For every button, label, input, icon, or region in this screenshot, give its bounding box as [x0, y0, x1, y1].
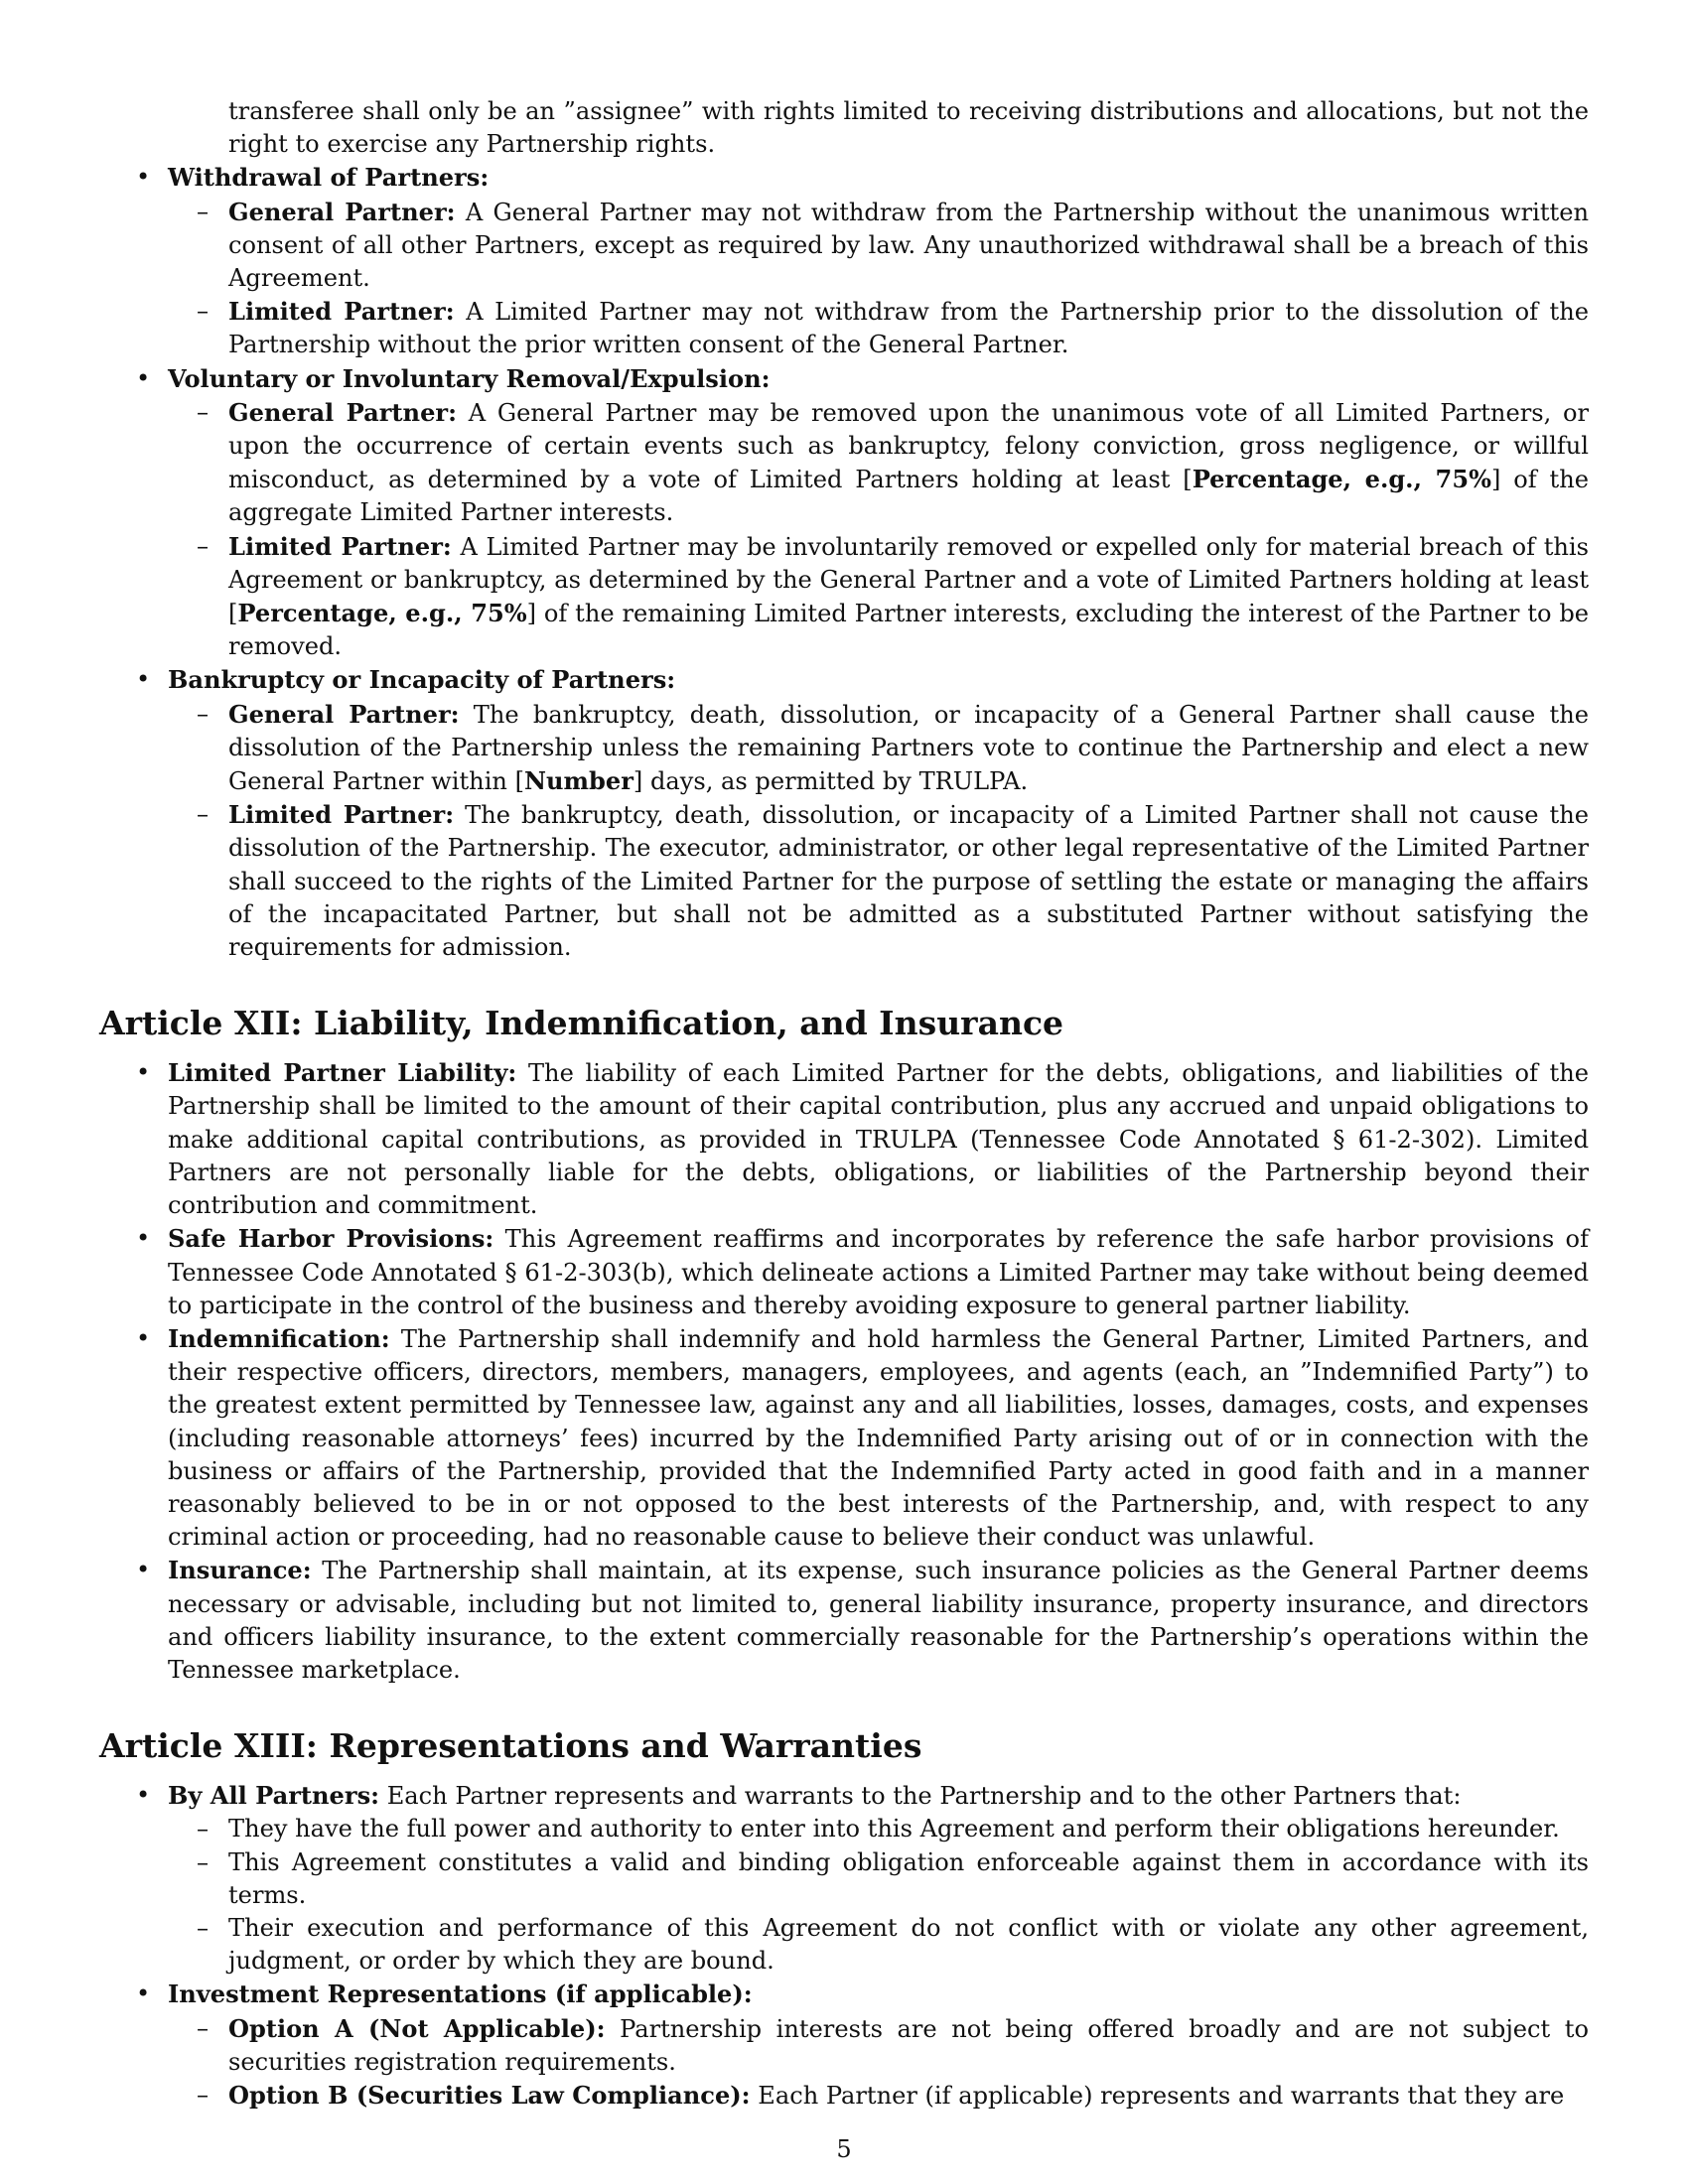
sub-item-text: Partnership interests are not being offered broadly and are not subject to securities registration requirements.: [228, 2014, 1589, 2076]
placeholder-percentage: Percentage, e.g., 75%: [1192, 465, 1491, 494]
sub-item-label: Option A (Not Applicable):: [228, 2013, 606, 2043]
dash-icon: –: [197, 397, 210, 426]
bullet-icon: •: [136, 665, 151, 694]
sub-item-removal-gp: [99, 396, 1589, 530]
bullet-icon: •: [136, 1058, 151, 1087]
dash-icon: –: [197, 297, 210, 326]
sub-item-text: A General Partner may be removed upon the unanimous vote of all Limited Partners, or upon the occurrence of certain events such as bankruptcy, felony conviction, gross negligence, or willful misconduct, as determined by a vote of Limited Partners holding at least [: [228, 398, 1589, 494]
dash-icon: –: [197, 531, 210, 560]
dash-icon: –: [197, 1847, 210, 1876]
item-label: Safe Harbor Provisions:: [168, 1224, 494, 1254]
sub-item-text: A General Partner may not withdraw from the Partnership without the unanimous written consent of all other Partners, except as required by law. Any unauthorized withdrawal shall be a breach of this Agreement.: [228, 198, 1589, 293]
sub-item-label: Option B (Securities Law Compliance):: [228, 2080, 751, 2110]
list-item: [99, 1056, 1589, 1222]
placeholder-percentage: Percentage, e.g., 75%: [237, 599, 527, 628]
dash-icon: –: [197, 699, 210, 728]
item-text: Each Partner represents and warrants to the Partnership and to the other Partners that:: [386, 1782, 1462, 1811]
bullet-icon: •: [136, 1323, 151, 1352]
page-number: 5: [836, 2135, 852, 2163]
list-item-by-all-partners: [99, 1779, 1589, 1813]
sub-item-text: Their execution and performance of this Agreement do not conflict with or violate any other agreement, judgment, or order by which they are bound.: [228, 1913, 1589, 1976]
sub-item-label: General Partner:: [228, 699, 460, 729]
item-label: By All Partners:: [168, 1781, 380, 1811]
sub-item-option-b: [99, 2079, 1589, 2113]
item-label: Withdrawal of Partners:: [168, 163, 490, 193]
sub-item-bankruptcy-lp: [99, 798, 1589, 964]
list-item-withdrawal: [99, 161, 1589, 195]
article-13-heading: Article XIII: Representations and Warranties: [99, 1726, 922, 1766]
dash-icon: –: [197, 2013, 210, 2042]
article-12-heading: Article XII: Liability, Indemnification, and Insurance: [99, 1004, 1064, 1043]
item-text: The Partnership shall indemnify and hold harmless the General Partner, Limited Partners, and their respective officers, directors, members, managers, employees, and agents (each, an ”Indemnified Party”) to the greatest extent permitted by Tennessee law, against any and all liabilities, losses, damages, costs, and expenses (including reasonable attorneys’ fees) incurred by the Indemnified Party arising out of or in connection with the business or affairs of the Partnership, provided that the Indemnified Party acted in good faith and in a manner reasonably believed to be in or not opposed to the best interests of the Partnership, and, with respect to any criminal action or proceeding, had no reasonable cause to believe their conduct was unlawful.: [168, 1324, 1589, 1552]
sub-item-withdrawal-lp: [99, 295, 1589, 361]
item-text: The Partnership shall maintain, at its expense, such insurance policies as the General Partner deems necessary or advisable, including but not limited to, general liability insurance, property insurance, and directors and officers liability insurance, to the extent commercially reasonable for the Partnership’s operations within the Tennessee marketplace.: [168, 1557, 1589, 1684]
sub-item-label: Limited Partner:: [228, 800, 455, 830]
list-item: [99, 1322, 1589, 1554]
list-item-removal: [99, 362, 1589, 396]
item-label: Limited Partner Liability:: [168, 1058, 517, 1088]
sub-item: [99, 1846, 1589, 1912]
sub-item-text: A Limited Partner may not withdraw from the Partnership prior to the dissolution of the Partnership without the prior written consent of the General Partner.: [228, 298, 1589, 359]
dash-icon: –: [197, 1815, 210, 1843]
sub-item-removal-lp: [99, 530, 1589, 664]
item-label: Voluntary or Involuntary Removal/Expulsion:: [168, 363, 771, 393]
continuation-text: transferee shall only be an ”assignee” with rights limited to receiving distributions and allocations, but not the right to exercise any Partnership rights.: [228, 97, 1589, 159]
sub-item-text: Each Partner (if applicable) represents and warrants that they are: [758, 2081, 1565, 2110]
item-text: The liability of each Limited Partner for the debts, obligations, and liabilities of the Partnership shall be limited to the amount of their capital contribution, plus any accrued and unpaid obligations to make additional capital contributions, as provided in TRULPA (Tennessee Code Annotated § 61-2-302). Limited Partners are not personally liable for the debts, obligations, or liabilities of the Partnership beyond their contribution and commitment.: [168, 1059, 1589, 1220]
item-label: Insurance:: [168, 1556, 312, 1585]
bullet-icon: •: [136, 1979, 151, 2008]
bullet-icon: •: [136, 1224, 151, 1253]
bullet-icon: •: [136, 1781, 151, 1810]
bullet-icon: •: [136, 363, 151, 392]
sub-item-bankruptcy-gp: [99, 698, 1589, 799]
sub-item-text: The bankruptcy, death, dissolution, or incapacity of a General Partner shall cause the dissolution of the Partnership unless the remaining Partners vote to continue the Partnership and elect a new General Partner within [: [228, 700, 1589, 796]
sub-item-label: General Partner:: [228, 197, 456, 226]
item-text: This Agreement reaffirms and incorporates by reference the safe harbor provisions of Tennessee Code Annotated § 61-2-303(b), which delineate actions a Limited Partner may take without being deemed to participate in the control of the business and thereby avoiding exposure to general partner liability.: [168, 1225, 1589, 1319]
sub-item-label: General Partner:: [228, 397, 457, 427]
sub-item-text: The bankruptcy, death, dissolution, or incapacity of a Limited Partner shall not cause the dissolution of the Partnership. The executor, administrator, or other legal representative of the Limited Partner shall succeed to the rights of the Limited Partner for the purpose of settling the estate or managing the affairs of the incapacitated Partner, but shall not be admitted as a substituted Partner without satisfying the requirements for admission.: [228, 801, 1589, 962]
bullet-icon: •: [136, 163, 151, 192]
sub-item-text: ] of the remaining Limited Partner interests, excluding the interest of the Partner to be removed.: [228, 600, 1590, 661]
dash-icon: –: [197, 1913, 210, 1942]
dash-icon: –: [197, 197, 210, 225]
list-item: [99, 1554, 1589, 1687]
sub-item-text: They have the full power and authority to enter into this Agreement and perform their obligations hereunder.: [228, 1815, 1560, 1843]
sub-item: [99, 1813, 1589, 1845]
sub-item-text: ] of the aggregate Limited Partner interests.: [228, 466, 1589, 527]
item-label: Investment Representations (if applicable):: [168, 1979, 753, 2009]
list-item-investment-representations: [99, 1978, 1589, 2011]
sub-item-text: ] days, as permitted by TRULPA.: [633, 767, 1029, 796]
document-body: [99, 95, 1589, 2113]
sub-item-text: A Limited Partner may be involuntarily removed or expelled only for material breach of this Agreement or bankruptcy, as determined by the General Partner and a vote of Limited Partners holding at least [: [228, 532, 1589, 628]
list-item-bankruptcy: [99, 663, 1589, 697]
list-item: [99, 1222, 1589, 1322]
item-label: Indemnification:: [168, 1323, 390, 1353]
dash-icon: –: [197, 2080, 210, 2109]
sub-item-label: Limited Partner:: [228, 297, 455, 327]
item-label: Bankruptcy or Incapacity of Partners:: [168, 665, 676, 695]
bullet-icon: •: [136, 1556, 151, 1584]
sub-item-label: Limited Partner:: [228, 531, 452, 561]
dash-icon: –: [197, 800, 210, 829]
sub-item-withdrawal-gp: [99, 196, 1589, 296]
sub-item-option-a: [99, 2012, 1589, 2079]
sub-item: [99, 1912, 1589, 1978]
placeholder-number: Number: [523, 766, 633, 796]
sub-item-text: This Agreement constitutes a valid and binding obligation enforceable against them in accordance with its terms.: [228, 1847, 1589, 1909]
